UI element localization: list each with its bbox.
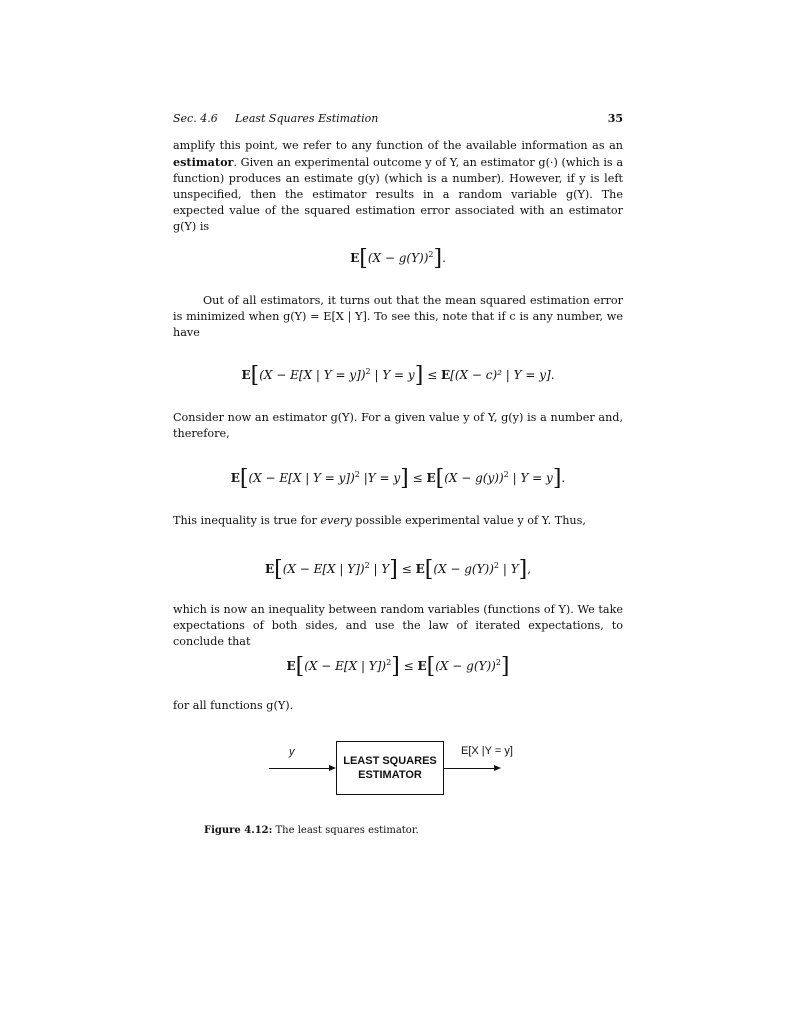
expectation-operator: E <box>286 659 296 673</box>
expectation-operator: E <box>441 368 451 382</box>
section-number: Sec. 4.6 <box>173 112 218 125</box>
eq3-rhs: (X − g(y)) <box>444 471 504 485</box>
equation-random-variable-bound <box>173 556 623 580</box>
conditioning-bar: | <box>512 471 517 485</box>
eq2-lhs: (X − E[X | Y = y]) <box>259 368 366 382</box>
square-exponent: 2 <box>364 561 370 570</box>
expectation-operator: E <box>426 471 436 485</box>
figure-caption-text: The least squares estimator. <box>275 825 419 836</box>
eq2-condition: Y = y <box>382 368 415 382</box>
eq4-lhs: (X − E[X | Y]) <box>282 562 365 576</box>
left-bracket: [ <box>435 466 445 491</box>
right-bracket: ] <box>400 466 409 491</box>
eq1-period: . <box>442 251 446 265</box>
square-exponent: 2 <box>386 658 392 667</box>
eq4-comma: , <box>527 562 532 576</box>
para4-text-before: This inequality is true for <box>173 514 321 527</box>
emphasis-every: every <box>320 514 352 527</box>
eq4-rhs-condition: Y <box>510 562 519 576</box>
eq3-period: . <box>561 471 566 485</box>
left-bracket: [ <box>424 557 434 582</box>
conditioning-bar: | <box>502 562 507 576</box>
left-bracket: [ <box>359 246 368 271</box>
figure-caption-label: Figure 4.12: <box>204 825 273 836</box>
expectation-operator: E <box>417 659 427 673</box>
diagram-output-label: E[X |Y = y] <box>461 745 513 757</box>
right-bracket: ] <box>518 557 528 582</box>
expectation-operator: E <box>241 368 251 382</box>
expectation-operator: E <box>350 251 360 265</box>
eq3-lhs: (X − E[X | Y = y]) <box>248 471 355 485</box>
right-bracket: ] <box>391 654 400 679</box>
page-number: 35 <box>607 112 623 125</box>
right-bracket: ] <box>414 363 424 388</box>
eq5-rhs: (X − g(Y)) <box>435 659 496 673</box>
left-bracket: [ <box>250 363 260 388</box>
expectation-operator: E <box>415 562 425 576</box>
eq3-rhs-condition: Y = y <box>520 471 553 485</box>
leq-symbol: ≤ <box>427 368 438 382</box>
right-bracket: ] <box>500 654 510 679</box>
square-exponent: 2 <box>365 367 371 376</box>
estimator-block-line2: ESTIMATOR <box>358 769 422 781</box>
square-exponent: 2 <box>495 658 501 667</box>
figure-caption <box>204 825 419 836</box>
eq4-rhs: (X − g(Y)) <box>433 562 494 576</box>
output-arrowhead-icon <box>494 765 501 771</box>
output-arrow-line <box>444 768 494 769</box>
running-header <box>173 112 623 128</box>
eq4-lhs-condition: Y <box>381 562 390 576</box>
equation-mse <box>173 245 623 269</box>
section-title: Least Squares Estimation <box>235 112 379 125</box>
left-bracket: [ <box>295 654 305 679</box>
conditioning-bar: | <box>374 368 379 382</box>
term-estimator: estimator <box>173 155 234 169</box>
input-arrowhead-icon <box>329 765 336 771</box>
eq3-lhs-condition: |Y = y <box>363 471 401 485</box>
equation-constant-bound <box>173 362 623 386</box>
diagram-input-label: y <box>289 746 295 758</box>
left-bracket: [ <box>274 557 283 582</box>
paragraph-consider-estimator: Consider now an estimator g(Y). For a given value y of Y, g(y) is a number and, therefore, <box>173 411 623 440</box>
equation-unconditional-bound <box>173 653 623 677</box>
right-bracket: ] <box>552 466 562 491</box>
square-exponent: 2 <box>354 470 360 479</box>
right-bracket: ] <box>433 246 443 271</box>
expectation-operator: E <box>230 471 240 485</box>
left-bracket: [ <box>239 466 249 491</box>
eq1-body: (X − g(Y)) <box>367 251 429 265</box>
paragraph-estimator-definition <box>173 138 623 235</box>
input-arrow-line <box>269 768 329 769</box>
square-exponent: 2 <box>503 470 509 479</box>
para1-text-after: . Given an experimental outcome y of Y, an estimator g(·) (which is a function) produces an estimate g(y) (which is a number). However, if y is left unspecified, then the estimator results in a random variable g(Y). The expected value of the squared estimation error associated with an estimator g(Y) is <box>173 156 623 233</box>
right-bracket: ] <box>389 557 398 582</box>
expectation-operator: E <box>264 562 275 576</box>
estimator-block-line1: LEAST SQUARES <box>343 755 437 767</box>
leq-symbol: ≤ <box>401 562 412 576</box>
square-exponent: 2 <box>428 250 434 259</box>
conditioning-bar: | <box>373 562 378 576</box>
leq-symbol: ≤ <box>412 471 423 485</box>
estimator-block <box>336 741 444 795</box>
para4-text-after: possible experimental value y of Y. Thus, <box>351 514 586 527</box>
paragraph-minimizer: Out of all estimators, it turns out that the mean squared estimation error is minimized when g(Y) = E[X | Y]. To see this, note that if c is any number, we have <box>173 294 623 339</box>
left-bracket: [ <box>426 654 436 679</box>
eq2-rhs: [(X − c)² | Y = y] <box>450 368 551 382</box>
eq2-period: . <box>550 368 555 382</box>
leq-symbol: ≤ <box>403 659 414 673</box>
para1-text-before: amplify this point, we refer to any function of the available information as an <box>173 139 623 152</box>
paragraph-iterated-expectations: which is now an inequality between random variables (functions of Y). We take expectations of both sides, and use the law of iterated expectations, to conclude that <box>173 603 623 648</box>
paragraph-inequality-every <box>173 513 623 529</box>
equation-conditional-bound <box>173 465 623 489</box>
square-exponent: 2 <box>493 561 499 570</box>
eq5-lhs: (X − E[X | Y]) <box>304 659 387 673</box>
paragraph-for-all-functions: for all functions g(Y). <box>173 699 294 712</box>
